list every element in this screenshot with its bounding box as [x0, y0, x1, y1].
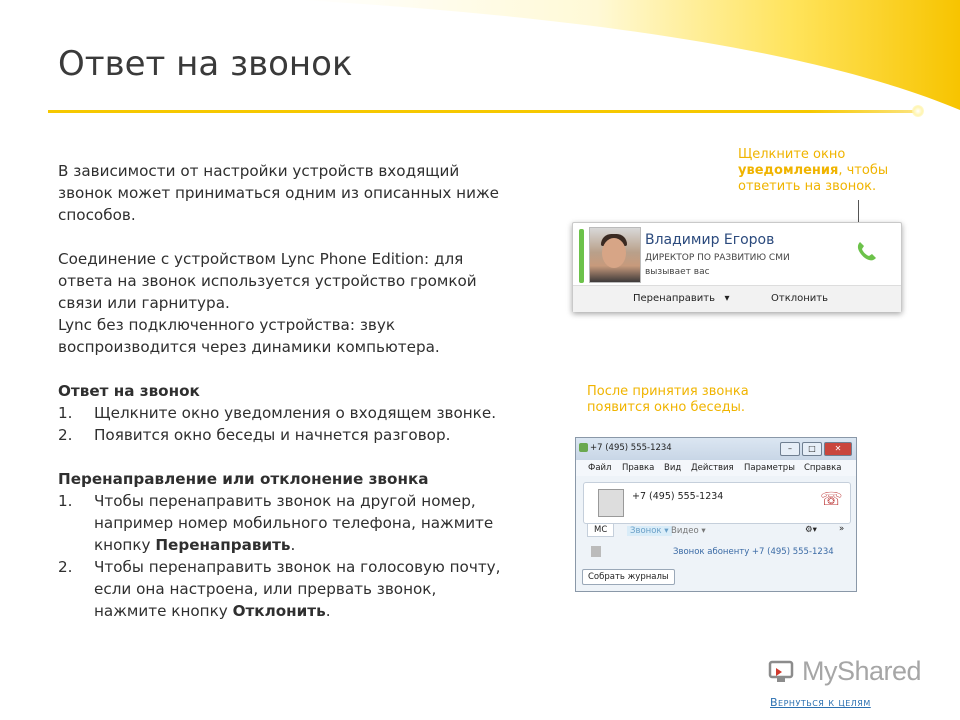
- desk-phone-icon: [598, 489, 624, 517]
- window-title: +7 (495) 555-1234: [590, 443, 672, 453]
- document-icon: [591, 546, 601, 557]
- conversation-titlebar: [576, 438, 856, 460]
- overflow-icon[interactable]: »: [839, 524, 845, 534]
- decline-button[interactable]: Отклонить: [771, 293, 829, 304]
- intro-line: звонок может приниматься одним из описанных ниже: [58, 184, 500, 202]
- conversation-callout: [587, 384, 787, 416]
- menu-view[interactable]: Вид: [664, 463, 682, 473]
- notification-callout: [738, 147, 918, 195]
- step-number: 2.: [58, 558, 73, 576]
- answer-step: [58, 424, 548, 446]
- divider-glow: [912, 105, 924, 117]
- redirect-steps: [58, 490, 548, 622]
- step-text: нажмите кнопку: [94, 602, 233, 620]
- device-line: связи или гарнитура.: [58, 294, 230, 312]
- phone-icon: [853, 239, 879, 265]
- redirect-step: [58, 490, 548, 556]
- menu-edit[interactable]: Правка: [622, 463, 655, 473]
- caller-avatar: [589, 227, 641, 283]
- hang-up-icon[interactable]: ☏: [820, 489, 843, 510]
- call-status-text: Звонок абоненту +7 (495) 555-1234: [673, 547, 834, 557]
- chevron-down-icon: ▾: [724, 293, 730, 304]
- callout-text: появится окно беседы.: [587, 400, 745, 415]
- tab-call[interactable]: Звонок ▾: [627, 526, 672, 536]
- maximize-button[interactable]: □: [802, 442, 822, 456]
- forward-keyword: Перенаправить: [155, 536, 291, 554]
- myshared-logo: [768, 656, 924, 690]
- step-text: если она настроена, или прервать звонок,: [94, 580, 437, 598]
- punct: .: [290, 536, 296, 554]
- instructions-text: [58, 160, 548, 622]
- menu-options[interactable]: Параметры: [744, 463, 795, 473]
- step-text: Чтобы перенаправить звонок на голосовую почту,: [94, 558, 501, 576]
- step-text: Чтобы перенаправить звонок на другой номер,: [94, 492, 476, 510]
- back-to-goals-link[interactable]: Вернуться к целям: [770, 696, 871, 709]
- answer-step: [58, 402, 548, 424]
- punct: .: [325, 602, 331, 620]
- device-line: ответа на звонок используется устройство громкой: [58, 272, 477, 290]
- step-text: Щелкните окно уведомления о входящем звонке.: [94, 404, 497, 422]
- forward-button[interactable]: [633, 293, 730, 304]
- step-number: 1.: [58, 404, 73, 422]
- calling-text: вызывает вас: [645, 267, 710, 277]
- callout-text: После принятия звонка: [587, 384, 749, 399]
- modality-tabs: [583, 522, 849, 540]
- callout-text: Щелкните окно: [738, 147, 846, 162]
- participant-number: +7 (495) 555-1234: [632, 491, 724, 502]
- menu-help[interactable]: Справка: [804, 463, 842, 473]
- page-title: Ответ на звонок: [58, 44, 353, 84]
- answer-heading: Ответ на звонок: [58, 382, 200, 400]
- logo-icon: [768, 660, 798, 684]
- device-line: воспроизводится через динамики компьютера.: [58, 338, 440, 356]
- tab-video[interactable]: Видео ▾: [671, 526, 706, 536]
- device-line: Lync без подключенного устройства: звук: [58, 316, 396, 334]
- call-status-bar: [583, 544, 849, 562]
- redirect-heading: Перенаправление или отклонение звонка: [58, 470, 429, 488]
- incoming-call-notification[interactable]: [572, 222, 902, 312]
- callout-text: ответить на звонок.: [738, 179, 877, 194]
- caller-role: ДИРЕКТОР ПО РАЗВИТИЮ СМИ: [645, 253, 790, 263]
- step-text: например номер мобильного телефона, нажмите: [94, 514, 494, 532]
- callout-text: , чтобы: [838, 163, 889, 178]
- lync-icon: [579, 443, 588, 452]
- step-text: Появится окно беседы и начнется разговор.: [94, 426, 451, 444]
- collect-logs-button[interactable]: Собрать журналы: [582, 569, 675, 585]
- options-icon[interactable]: ⚙▾: [805, 525, 817, 535]
- menu-file[interactable]: Файл: [588, 463, 612, 473]
- intro-line: В зависимости от настройки устройств входящий: [58, 162, 460, 180]
- answer-steps: [58, 402, 548, 446]
- caller-name: Владимир Егоров: [645, 232, 775, 248]
- tab-im[interactable]: МС: [587, 523, 614, 537]
- minimize-button[interactable]: –: [780, 442, 800, 456]
- intro-line: способов.: [58, 206, 136, 224]
- logo-text: MyShared: [802, 656, 922, 686]
- presence-bar: [579, 229, 584, 283]
- decline-keyword: Отклонить: [232, 602, 326, 620]
- forward-label: Перенаправить: [633, 293, 715, 304]
- menu-bar: [576, 460, 856, 476]
- menu-actions[interactable]: Действия: [691, 463, 734, 473]
- participant-panel: [583, 482, 851, 524]
- redirect-step: [58, 556, 548, 622]
- notification-actions: [573, 285, 901, 312]
- title-divider: [48, 110, 914, 113]
- step-number: 2.: [58, 426, 73, 444]
- callout-bold: уведомления: [738, 163, 839, 178]
- close-button[interactable]: ✕: [824, 442, 852, 456]
- step-number: 1.: [58, 492, 73, 510]
- device-line: Соединение с устройством Lync Phone Edition: для: [58, 250, 464, 268]
- step-text: кнопку: [94, 536, 156, 554]
- conversation-window: [575, 437, 857, 592]
